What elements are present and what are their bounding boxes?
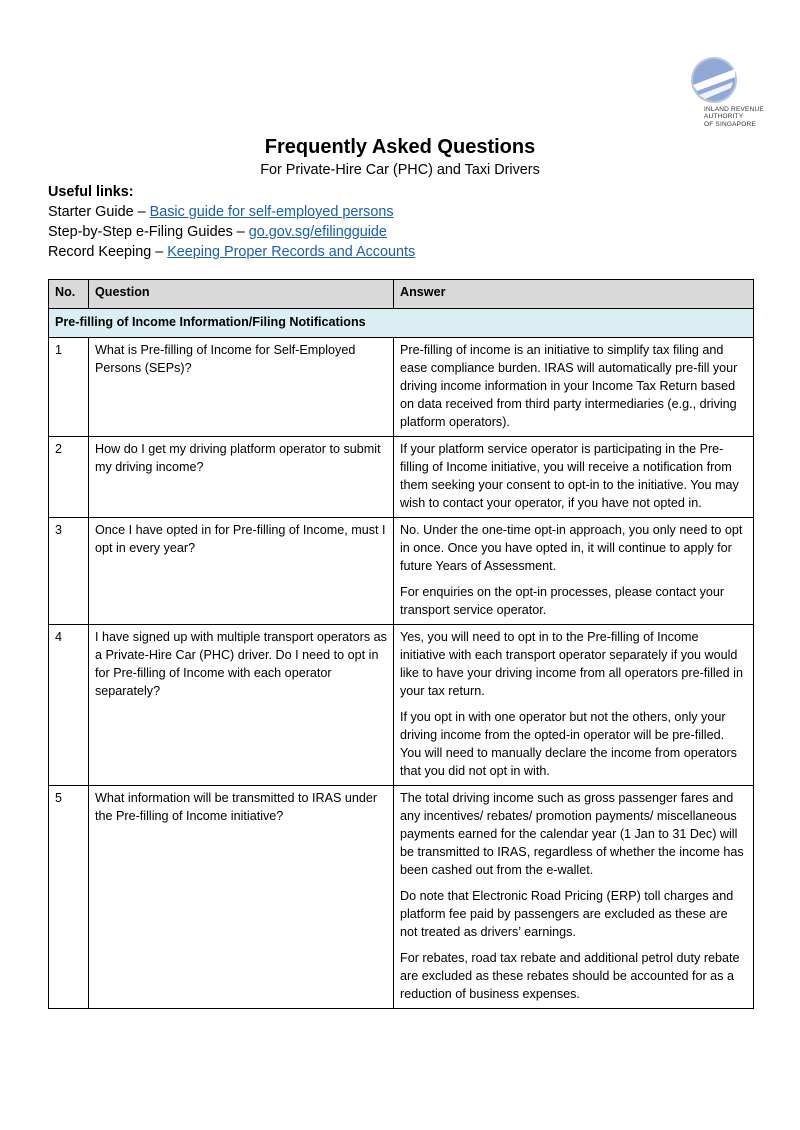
row-answer xyxy=(394,338,754,437)
table-row xyxy=(49,437,754,518)
efiling-guide-link[interactable]: go.gov.sg/efilingguide xyxy=(248,224,387,240)
useful-links xyxy=(48,182,415,262)
page-subtitle: For Private-Hire Car (PHC) and Taxi Drivers xyxy=(260,162,540,178)
row-number: 3 xyxy=(49,518,89,625)
row-number: 4 xyxy=(49,625,89,786)
header-no: No. xyxy=(49,280,89,309)
answer-paragraph: No. Under the one-time opt-in approach, you only need to opt in once. Once you have opted in, it will continue to apply for future Years of Assessment. xyxy=(400,523,743,573)
row-answer xyxy=(394,786,754,1009)
row-question: How do I get my driving platform operator to submit my driving income? xyxy=(89,437,394,518)
section-title: Pre-filling of Income Information/Filing Notifications xyxy=(49,309,754,338)
row-question: Once I have opted in for Pre-filling of Income, must I opt in every year? xyxy=(89,518,394,625)
row-question: What information will be transmitted to IRAS under the Pre-filling of Income initiative? xyxy=(89,786,394,1009)
answer-paragraph: Yes, you will need to opt in to the Pre-filling of Income initiative with each transport operator separately if you would like to have your driving income from all operators pre-filled in your tax return. xyxy=(400,630,743,698)
answer-paragraph: For rebates, road tax rebate and additional petrol duty rebate are excluded as these rebates should be accounted for as a reduction of business expenses. xyxy=(400,951,740,1001)
row-answer xyxy=(394,437,754,518)
answer-paragraph: If you opt in with one operator but not the others, only your driving income from the opted-in operator will be pre-filled. You will need to manually declare the income from operators that you did not opt in with. xyxy=(400,710,737,778)
row-answer xyxy=(394,625,754,786)
answer-paragraph: The total driving income such as gross passenger fares and any incentives/ rebates/ promotion payments/ miscellaneous payments earned for the calendar year (1 Jan to 31 Dec) will be transmitted to IRAS, regardless of whether the income has been cashed out from the e-wallet. xyxy=(400,791,744,877)
row-question: I have signed up with multiple transport operators as a Private-Hire Car (PHC) driver. Do I need to opt in for Pre-filling of Income with each operator separately? xyxy=(89,625,394,786)
link-prefix: Record Keeping – xyxy=(48,244,168,260)
header-answer: Answer xyxy=(394,280,754,309)
starter-guide-link[interactable]: Basic guide for self-employed persons xyxy=(149,204,394,220)
answer-paragraph: For enquiries on the opt-in processes, please contact your transport service operator. xyxy=(400,585,725,617)
answer-paragraph: If your platform service operator is participating in the Pre-filling of Income initiative, you will receive a notification from them seeking your consent to opt-in to the initiative. You may wish to contact your operator, if you have not opted in. xyxy=(400,442,739,510)
logo-line: OF SINGAPORE xyxy=(704,120,756,128)
table-header-row xyxy=(49,280,754,309)
answer-paragraph: Pre-filling of income is an initiative to simplify tax filing and ease compliance burden. IRAS will automatically pre-fill your driving income information in your Income Tax Return based on data received from third party intermediaries (e.g., driving platform operators). xyxy=(400,343,738,429)
table-row xyxy=(49,786,754,1009)
row-number: 2 xyxy=(49,437,89,518)
answer-paragraph: Do note that Electronic Road Pricing (ERP) toll charges and platform fee paid by passengers are excluded as these are not treated as drivers’ earnings. xyxy=(400,889,734,939)
link-row-starter-guide xyxy=(48,202,415,222)
iras-logo-text xyxy=(704,106,764,128)
link-prefix: Starter Guide – xyxy=(48,204,150,220)
useful-links-heading: Useful links: xyxy=(48,184,134,200)
table-row xyxy=(49,338,754,437)
record-keeping-link[interactable]: Keeping Proper Records and Accounts xyxy=(167,244,416,260)
faq-table xyxy=(48,279,754,1009)
link-row-efiling-guides xyxy=(48,222,415,242)
table-row xyxy=(49,625,754,786)
row-number: 1 xyxy=(49,338,89,437)
row-question: What is Pre-filling of Income for Self-Employed Persons (SEPs)? xyxy=(89,338,394,437)
logo-line: INLAND REVENUE xyxy=(704,106,764,113)
page-title: Frequently Asked Questions xyxy=(264,136,536,158)
section-row xyxy=(49,309,754,338)
row-answer xyxy=(394,518,754,625)
link-prefix: Step-by-Step e-Filing Guides – xyxy=(48,224,249,240)
table-row xyxy=(49,518,754,625)
row-number: 5 xyxy=(49,786,89,1009)
header-question: Question xyxy=(89,280,394,309)
link-row-record-keeping xyxy=(48,242,415,262)
logo-line: AUTHORITY xyxy=(704,113,744,121)
